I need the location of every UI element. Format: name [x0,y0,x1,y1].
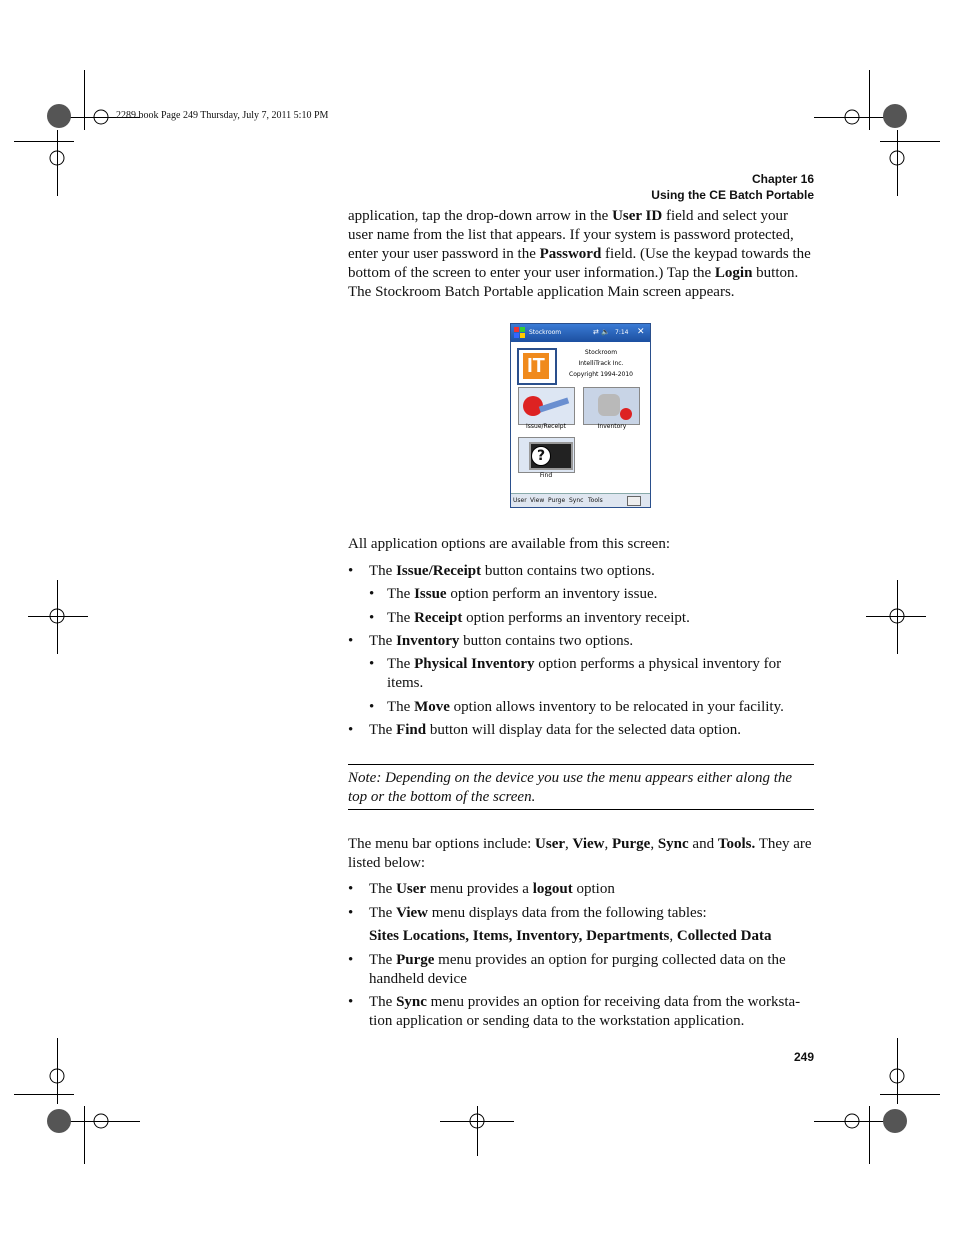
keyboard-icon [627,496,641,506]
list-item: • The Sync menu provides an option for receiving data from the worksta-tion application or sending data to the workstation application. [348,994,801,1029]
list-item: • The Purge menu provides an option for purging collected data on the handheld device [348,952,786,987]
device-close-button: ✕ [637,327,645,337]
device-company-line-1: Stockroom [584,349,618,356]
page-number: 249 [793,1050,814,1064]
list-item: • The Physical Inventory option performs a physical inventory for items. [369,656,782,691]
list-item: • The Receipt option performs an inventory receipt. [369,610,690,626]
inventory-icon [583,387,640,425]
device-company-line-2: IntelliTrack Inc. [578,360,624,367]
device-menu-view: View [530,497,545,504]
list-item: • The Find button will display data for the selected data option. [348,722,742,738]
list-item: • The Inventory button contains two options. [348,633,634,649]
connectivity-volume-icon: ⇄ 🔈 [593,328,610,336]
device-clock: 7:14 [615,329,629,336]
issue-receipt-label: Issue/Receipt [526,423,566,430]
device-screenshot [510,323,651,508]
chapter-title: Using the CE Batch Portable [651,188,814,202]
list-item: • The User menu provides a logout option [348,881,615,897]
device-menu-sync: Sync [569,497,584,504]
device-menu-purge: Purge [548,497,566,504]
menubar-paragraph: The menu bar options include: User, View, Purge, Sync and Tools. They are listed below: [348,836,812,871]
device-app-title: Stockroom [529,329,562,336]
list-item: • The View menu displays data from the following tables: [348,905,707,921]
intellitrack-logo: IT [517,348,557,385]
note-top-rule [348,764,814,765]
device-title-bar [511,324,650,342]
issue-receipt-icon [518,387,575,425]
inventory-label: Inventory [597,423,627,430]
options-intro: All application options are available from this screen: [348,536,670,552]
list-item: • The Issue/Receipt button contains two options. [348,563,655,579]
find-label: Find [539,472,553,479]
tables-list: Sites Locations, Items, Inventory, Departments, Collected Data [369,928,772,944]
device-menu-user: User [513,497,527,504]
note-bottom-rule [348,809,814,810]
windows-flag-icon [514,327,525,338]
device-company-line-3: Copyright 1994-2010 [569,371,633,378]
device-menu-tools: Tools [588,497,603,504]
note: Note: Depending on the device you use the menu appears either along the top or the bottom of the screen. [348,770,793,805]
chapter-label: Chapter 16 [751,172,814,186]
device-menu-bar [511,493,650,507]
list-item: • The Move option allows inventory to be relocated in your facility. [369,699,784,715]
find-icon: ? [518,437,575,473]
intro-paragraph: application, tap the drop-down arrow in the User ID field and select your user name from the list that appears. If your system is password protected, enter your user password in the Password field. (Use the keypad towards the bottom of the screen to enter your user information.) Tap the Login button. The Stockroom Batch Portable application Main screen appears. [348,208,811,300]
book-info-line: 2289.book Page 249 Thursday, July 7, 2011 5:10 PM [116,110,329,121]
list-item: • The Issue option perform an inventory issue. [369,586,658,602]
